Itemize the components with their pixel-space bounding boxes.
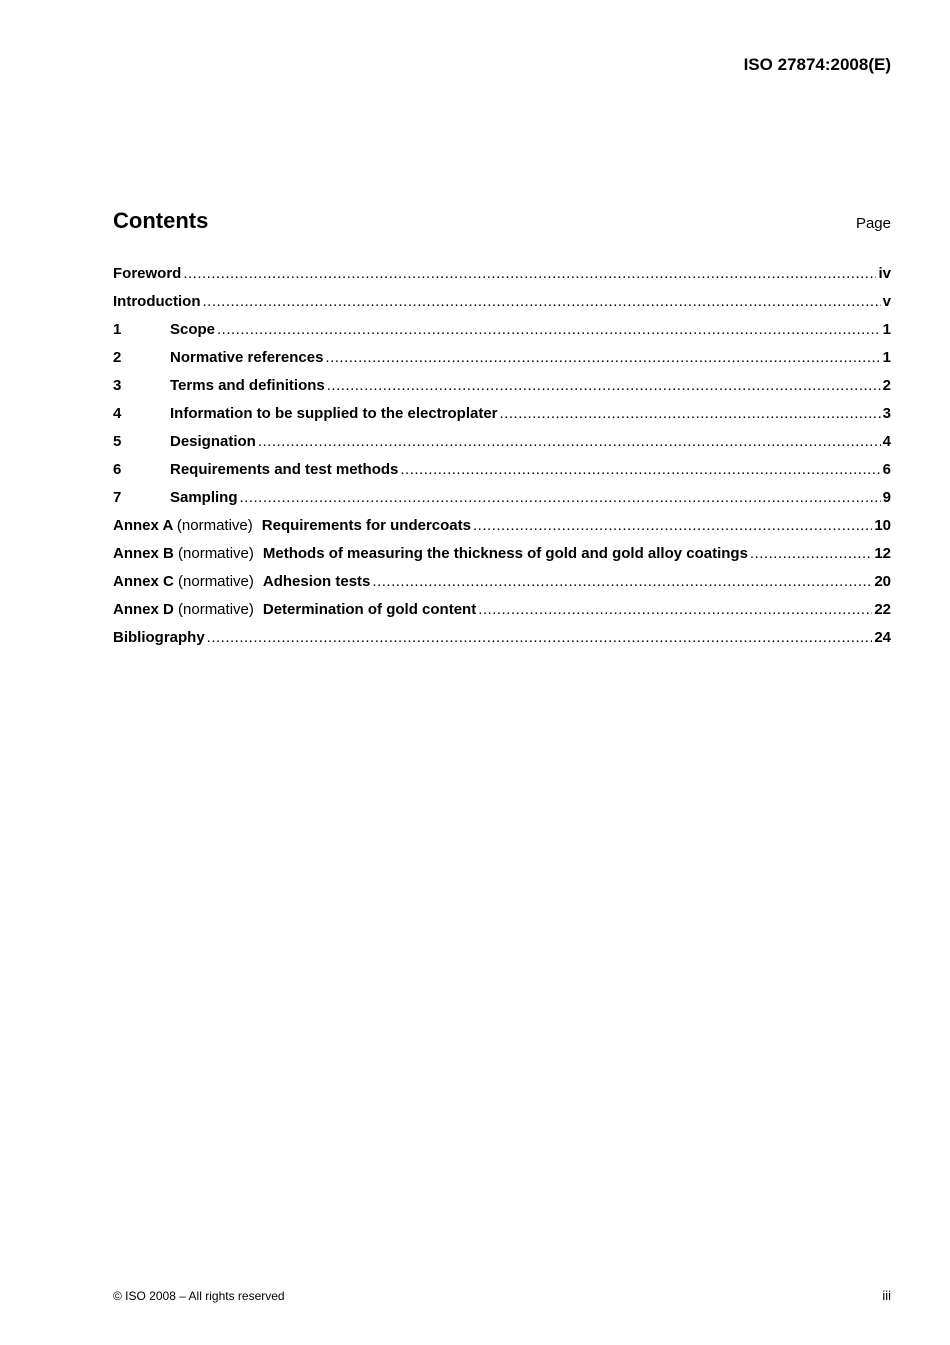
toc-annex-label bbox=[113, 517, 253, 534]
toc-dot-leader bbox=[750, 545, 872, 562]
toc-page-number: 20 bbox=[874, 573, 891, 590]
toc-clause-number: 4 bbox=[113, 405, 122, 422]
toc-entry-title: Information to be supplied to the electroplater bbox=[170, 405, 498, 422]
toc-dot-leader bbox=[202, 293, 880, 310]
toc-page-number: iv bbox=[878, 265, 891, 282]
toc-page-number: 12 bbox=[874, 545, 891, 562]
toc-clause-number: 6 bbox=[113, 461, 122, 478]
toc-page-number: 9 bbox=[882, 489, 891, 506]
toc-entry[interactable] bbox=[113, 461, 891, 489]
toc-entry[interactable] bbox=[113, 321, 891, 349]
toc-entry-title: Introduction bbox=[113, 293, 201, 310]
toc-page-number: 10 bbox=[874, 517, 891, 534]
toc-entry-title: Sampling bbox=[170, 489, 238, 506]
toc-entry[interactable] bbox=[113, 265, 891, 293]
toc-entry-title: Designation bbox=[170, 433, 256, 450]
toc-dot-leader bbox=[327, 377, 881, 394]
toc-dot-leader bbox=[473, 517, 872, 534]
toc-annex-label bbox=[113, 545, 254, 562]
page-number: iii bbox=[882, 1288, 891, 1303]
toc-entry[interactable] bbox=[113, 349, 891, 377]
toc-annex-qualifier: (normative) bbox=[178, 545, 254, 562]
toc-dot-leader bbox=[400, 461, 880, 478]
toc-entry-title: Scope bbox=[170, 321, 216, 338]
copyright-notice: © ISO 2008 – All rights reserved bbox=[113, 1289, 285, 1303]
toc-page-number: 24 bbox=[874, 629, 891, 646]
toc-page-number: 2 bbox=[882, 377, 891, 394]
toc-annex-id: Annex D bbox=[113, 601, 174, 618]
toc-page-number: 22 bbox=[874, 601, 891, 618]
toc-dot-leader bbox=[500, 405, 881, 422]
toc-entry-title: Adhesion tests bbox=[262, 573, 371, 590]
toc-clause-number: 7 bbox=[113, 489, 122, 506]
toc-page-number: v bbox=[882, 293, 891, 310]
toc-entry[interactable] bbox=[113, 517, 891, 545]
page-column-label: Page bbox=[855, 215, 891, 232]
toc-entry-title: Terms and definitions bbox=[170, 377, 325, 394]
toc-clause-number: 5 bbox=[113, 433, 122, 450]
toc-page-number: 1 bbox=[882, 349, 891, 366]
toc-annex-id: Annex A bbox=[113, 517, 173, 534]
document-id: ISO 27874:2008(E) bbox=[743, 55, 891, 74]
toc-entry[interactable] bbox=[113, 545, 891, 573]
toc-clause-number: 1 bbox=[113, 321, 122, 338]
toc-dot-leader bbox=[478, 601, 872, 618]
toc-page-number: 6 bbox=[882, 461, 891, 478]
toc-entry[interactable] bbox=[113, 293, 891, 321]
toc-entry-title: Normative references bbox=[170, 349, 324, 366]
toc-annex-id: Annex C bbox=[113, 573, 174, 590]
toc-dot-leader bbox=[372, 573, 872, 590]
toc-entry[interactable] bbox=[113, 601, 891, 629]
toc-entry-title: Foreword bbox=[113, 265, 182, 282]
toc-page-number: 1 bbox=[882, 321, 891, 338]
toc-entry-title: Determination of gold content bbox=[262, 601, 477, 618]
toc-entry-title: Methods of measuring the thickness of gold and gold alloy coatings bbox=[262, 545, 748, 562]
contents-header bbox=[113, 208, 891, 238]
toc-dot-leader bbox=[207, 629, 873, 646]
toc-annex-label bbox=[113, 573, 254, 590]
toc-entry[interactable] bbox=[113, 629, 891, 657]
toc-clause-number: 2 bbox=[113, 349, 122, 366]
toc-page-number: 4 bbox=[882, 433, 891, 450]
toc-dot-leader bbox=[183, 265, 876, 282]
toc-annex-id: Annex B bbox=[113, 545, 174, 562]
toc-entry-title: Requirements for undercoats bbox=[261, 517, 471, 534]
toc-annex-qualifier: (normative) bbox=[178, 573, 254, 590]
toc-entry-title: Bibliography bbox=[113, 629, 205, 646]
toc-annex-label bbox=[113, 601, 254, 618]
toc-dot-leader bbox=[258, 433, 881, 450]
contents-title: Contents bbox=[113, 208, 209, 233]
toc-annex-qualifier: (normative) bbox=[176, 517, 253, 534]
toc-page-number: 3 bbox=[882, 405, 891, 422]
toc-dot-leader bbox=[325, 349, 880, 366]
table-of-contents bbox=[113, 265, 891, 657]
toc-entry[interactable] bbox=[113, 573, 891, 601]
toc-entry-title: Requirements and test methods bbox=[170, 461, 399, 478]
toc-dot-leader bbox=[240, 489, 881, 506]
toc-entry[interactable] bbox=[113, 433, 891, 461]
toc-entry[interactable] bbox=[113, 377, 891, 405]
toc-entry[interactable] bbox=[113, 489, 891, 517]
toc-clause-number: 3 bbox=[113, 377, 122, 394]
toc-dot-leader bbox=[217, 321, 881, 338]
toc-annex-qualifier: (normative) bbox=[178, 601, 254, 618]
toc-entry[interactable] bbox=[113, 405, 891, 433]
